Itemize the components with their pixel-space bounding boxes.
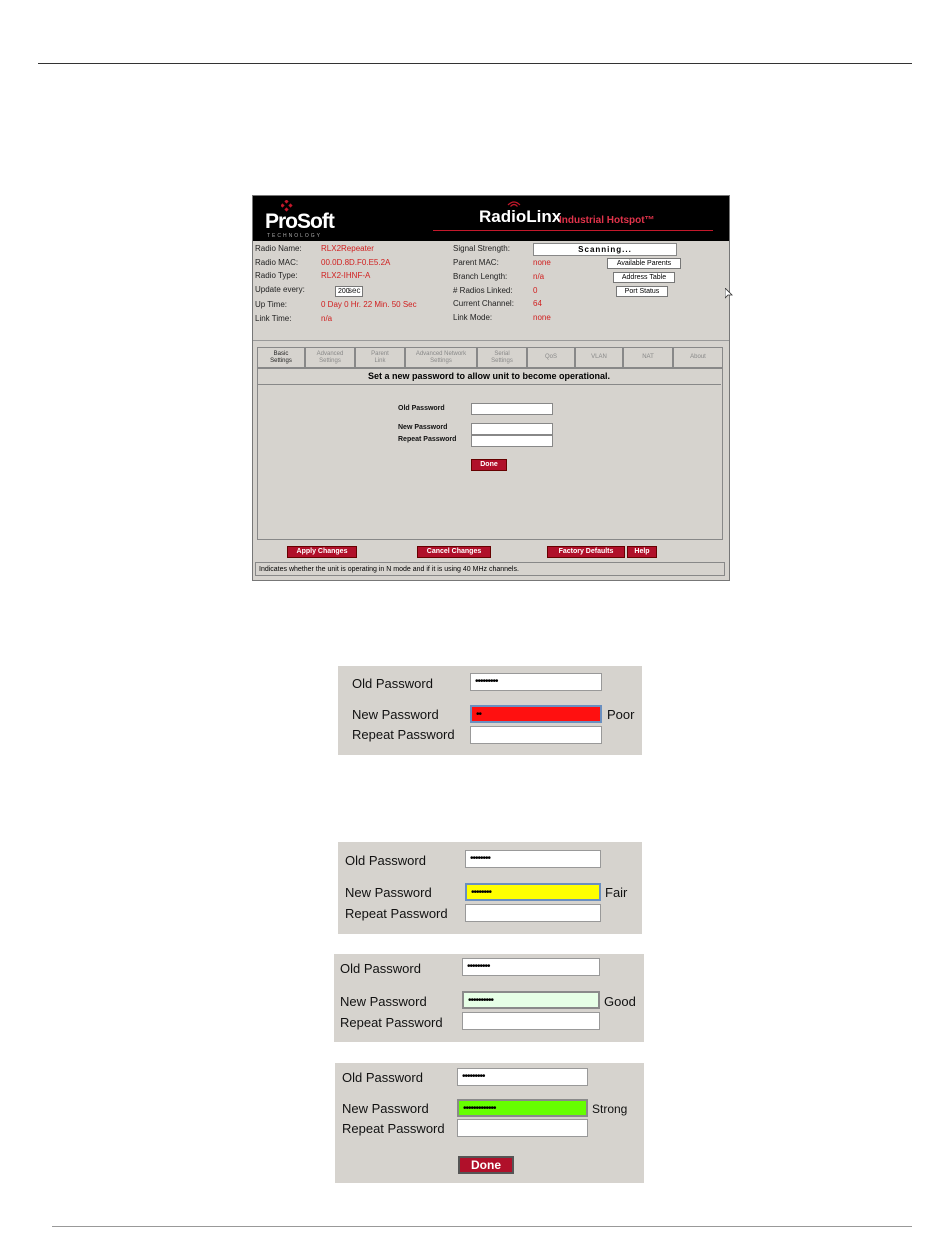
repeat-password-input[interactable] xyxy=(470,726,602,744)
strength-panel-strong xyxy=(335,1063,644,1183)
old-password-input[interactable] xyxy=(471,403,553,415)
strength-panel-fair xyxy=(338,842,642,934)
tab-qos[interactable] xyxy=(527,347,575,368)
value-radio-name: RLX2Repeater xyxy=(321,244,374,253)
header-banner xyxy=(253,196,729,241)
old-password-input[interactable]: •••••••• xyxy=(465,850,601,868)
new-password-label: New Password xyxy=(398,424,448,431)
tab-serial-settings[interactable] xyxy=(477,347,527,368)
old-password-label: Old Password xyxy=(345,853,426,868)
tab-parent-link[interactable] xyxy=(355,347,405,368)
repeat-password-input[interactable] xyxy=(462,1012,600,1030)
tab-label: Settings xyxy=(270,357,292,364)
value-current-channel: 64 xyxy=(533,299,542,308)
old-password-label: Old Password xyxy=(398,405,445,412)
strength-panel-poor xyxy=(338,666,642,755)
new-password-label: New Password xyxy=(352,707,439,722)
old-password-label: Old Password xyxy=(340,961,421,976)
label-radio-name: Radio Name: xyxy=(255,244,302,253)
available-parents-button[interactable]: Available Parents xyxy=(607,258,681,269)
repeat-password-label: Repeat Password xyxy=(340,1015,443,1030)
done-button[interactable]: Done xyxy=(471,459,507,471)
cancel-changes-button[interactable]: Cancel Changes xyxy=(417,546,491,558)
repeat-password-label: Repeat Password xyxy=(342,1121,445,1136)
label-link-mode: Link Mode: xyxy=(453,313,493,322)
signal-strength-meter: Scanning... xyxy=(533,243,677,256)
strength-rating: Fair xyxy=(605,885,628,900)
brand-underline xyxy=(433,230,713,231)
tab-basic-settings[interactable] xyxy=(257,347,305,368)
repeat-password-input[interactable] xyxy=(465,904,601,922)
value-branch-length: n/a xyxy=(533,272,545,281)
repeat-password-input[interactable] xyxy=(457,1119,588,1137)
tab-advanced-settings[interactable] xyxy=(305,347,355,368)
new-password-input[interactable]: •••••••••• xyxy=(462,991,600,1009)
tab-nat[interactable] xyxy=(623,347,673,368)
update-interval-input[interactable]: 200 xyxy=(335,286,363,297)
cursor-icon xyxy=(725,288,733,300)
tab-label: Serial xyxy=(494,350,510,357)
label-link-time: Link Time: xyxy=(255,314,292,323)
label-radios-linked: # Radios Linked: xyxy=(453,286,513,295)
repeat-password-input[interactable] xyxy=(471,435,553,447)
tab-label: Settings xyxy=(491,357,513,364)
factory-defaults-button[interactable]: Factory Defaults xyxy=(547,546,625,558)
apply-changes-button[interactable]: Apply Changes xyxy=(287,546,357,558)
radiolinx-window xyxy=(252,195,730,581)
old-password-input[interactable]: ••••••••• xyxy=(470,673,602,691)
tab-label: QoS xyxy=(544,354,557,360)
old-password-input[interactable]: ••••••••• xyxy=(457,1068,588,1086)
label-branch-length: Branch Length: xyxy=(453,272,508,281)
old-password-label: Old Password xyxy=(352,676,433,691)
bottom-rule xyxy=(52,1226,912,1227)
tab-label: Advanced Network xyxy=(415,350,467,357)
value-radios-linked: 0 xyxy=(533,286,538,295)
tab-vlan[interactable] xyxy=(575,347,623,368)
repeat-password-label: Repeat Password xyxy=(352,727,455,742)
tab-label: Settings xyxy=(430,357,452,364)
repeat-password-label: Repeat Password xyxy=(398,436,457,443)
label-current-channel: Current Channel: xyxy=(453,299,514,308)
settings-panel xyxy=(257,368,723,540)
label-radio-mac: Radio MAC: xyxy=(255,258,299,267)
tab-label: About xyxy=(690,354,706,360)
value-parent-mac: none xyxy=(533,258,551,267)
strength-rating: Poor xyxy=(607,707,635,722)
section-divider xyxy=(253,340,729,341)
tab-label: Advanced xyxy=(316,350,344,357)
tab-label: Basic xyxy=(273,350,289,357)
new-password-label: New Password xyxy=(342,1101,429,1116)
update-unit: sec xyxy=(348,286,361,295)
tab-label: Settings xyxy=(319,357,341,364)
strength-rating: Good xyxy=(604,994,636,1009)
value-up-time: 0 Day 0 Hr. 22 Min. 50 Sec xyxy=(321,300,417,309)
prosoft-logo-sub: TECHNOLOGY xyxy=(267,233,323,239)
new-password-input[interactable] xyxy=(471,423,553,435)
new-password-label: New Password xyxy=(340,994,427,1009)
tab-label: Link xyxy=(374,357,386,364)
tab-label: Parent xyxy=(371,350,389,357)
top-rule xyxy=(38,63,912,64)
value-radio-mac: 00.0D.8D.F0.E5.2A xyxy=(321,258,391,267)
tab-about[interactable] xyxy=(673,347,723,368)
radiolinx-brand: RadioLinx xyxy=(479,207,562,226)
value-link-mode: none xyxy=(533,313,551,322)
done-button[interactable]: Done xyxy=(458,1156,514,1174)
new-password-input[interactable]: •••••••• xyxy=(465,883,601,901)
label-update-every: Update every: xyxy=(255,285,305,294)
repeat-password-label: Repeat Password xyxy=(345,906,448,921)
label-signal-strength: Signal Strength: xyxy=(453,244,510,253)
value-link-time: n/a xyxy=(321,314,333,323)
port-status-button[interactable]: Port Status xyxy=(616,286,668,297)
new-password-label: New Password xyxy=(345,885,432,900)
radiolinx-subtitle: Industrial Hotspot™ xyxy=(559,215,655,226)
prosoft-logo: ProSoft xyxy=(265,210,334,233)
label-up-time: Up Time: xyxy=(255,300,288,309)
address-table-button[interactable]: Address Table xyxy=(613,272,675,283)
old-password-input[interactable]: ••••••••• xyxy=(462,958,600,976)
old-password-label: Old Password xyxy=(342,1070,423,1085)
help-button[interactable]: Help xyxy=(627,546,657,558)
password-message: Set a new password to allow unit to become operational. xyxy=(257,368,721,385)
new-password-input[interactable]: ••••••••••••• xyxy=(457,1099,588,1117)
tab-label: VLAN xyxy=(591,354,607,360)
new-password-input[interactable]: •• xyxy=(470,705,602,723)
strength-rating: Strong xyxy=(592,1102,628,1116)
value-radio-type: RLX2-IHNF-A xyxy=(321,271,371,280)
label-radio-type: Radio Type: xyxy=(255,271,298,280)
tab-label: NAT xyxy=(642,354,654,360)
label-parent-mac: Parent MAC: xyxy=(453,258,499,267)
status-bar: Indicates whether the unit is operating in N mode and if it is using 40 MHz channels. xyxy=(255,562,725,576)
strength-panel-good xyxy=(334,954,644,1042)
tab-advanced-network[interactable] xyxy=(405,347,477,368)
